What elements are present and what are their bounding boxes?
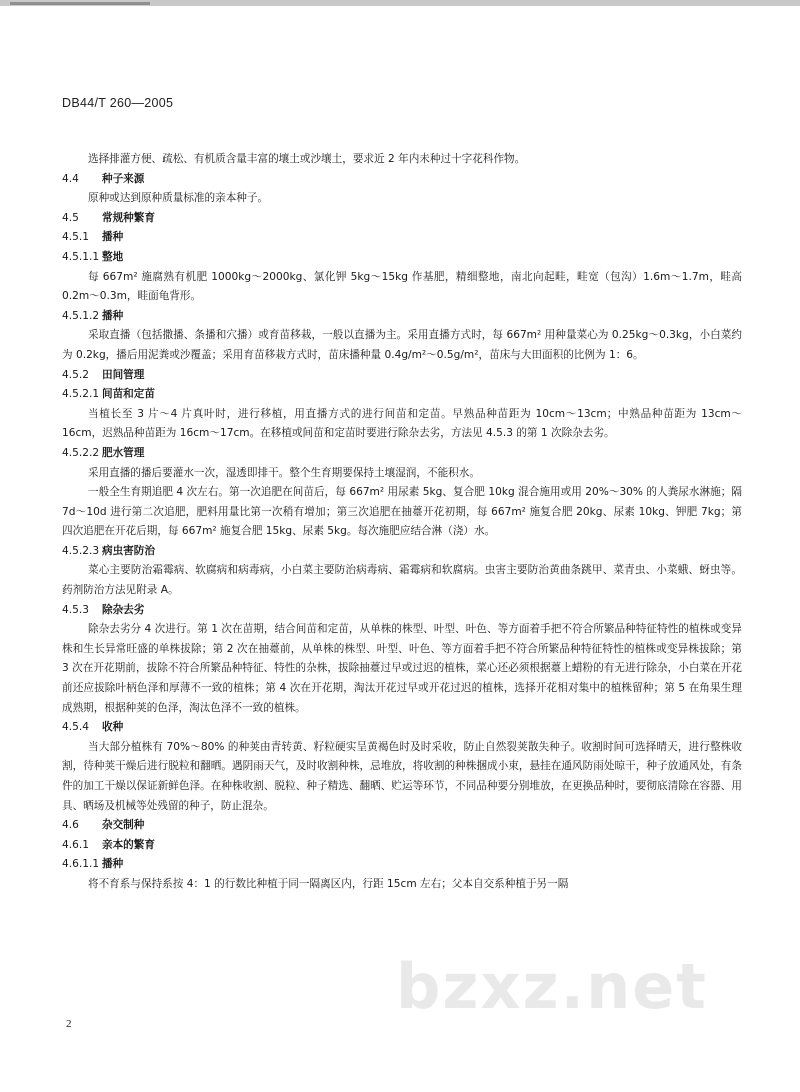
section-title: 田间管理: [102, 368, 145, 381]
section-number: 4.6.1: [62, 838, 89, 851]
section-heading: [62, 855, 742, 875]
document-body: [62, 150, 742, 895]
section-heading: [62, 307, 742, 327]
section-title: 收种: [102, 721, 124, 734]
paragraph: 除杂去劣分 4 次进行。第 1 次在苗期，结合间苗和定苗，从单株的株型、叶型、叶色、等方面着手把不符合所繁品种特征特性的植株或变异株和生长异常旺盛的单株拔除；第 2 次在抽薹前，从单株的株型、叶型、叶色、等方面着手把不符合所繁品种特征特性的植株或变异株拔除；第 3 次在开花期前，拔除不符合所繁品种特征、特性的杂株，拔除抽薹过早或过迟的植株，菜心还必须根据薹上蜡粉的有无进行除杂，小白菜在开花前还应拔除叶柄色泽和厚薄不一致的植株；第 4 次在开花期，淘汰开花过早或开花过迟的植株，选择开花相对集中的植株留种；第 5 在角果生理成熟期，根据种荚的色泽，淘汰色泽不一致的植株。: [62, 623, 742, 714]
section-number: 4.5.2.2: [62, 446, 100, 459]
scan-top-smudge: [10, 2, 150, 5]
section-title: 播种: [102, 858, 124, 871]
section-number: 4.5.4: [62, 721, 89, 734]
page-number: 2: [66, 1018, 72, 1030]
section-title: 整地: [102, 250, 124, 263]
section-title: 亲本的繁育: [102, 838, 155, 851]
section-heading: [62, 444, 742, 464]
paragraph: 采取直播（包括撒播、条播和穴播）或育苗移栽，一般以直播为主。采用直播方式时，每 667m² 用种量菜心为 0.25kg～0.3kg，小白菜约为 0.2kg，播后用泥粪或沙覆盖；采用育苗移栽方式时，苗床播种量 0.4g/m²～0.5g/m²，苗床与大田面积的比例为 1：6。: [62, 329, 742, 361]
paragraph: 一般全生育期追肥 4 次左右。第一次追肥在间苗后，每 667m² 用尿素 5kg、复合肥 10kg 混合施用或用 20%～30% 的人粪尿水淋施；隔 7d～10d 进行第二次追肥，肥料用量比第一次稍有增加；第三次追肥在抽薹开花初期，每 667m² 施复合肥 20kg、尿素 10kg、钾肥 7kg；第四次追肥在开花后期，每 667m² 施复合肥 15kg、尿素 5kg。每次施肥应结合淋（浇）水。: [62, 486, 742, 538]
paragraph: 当植长至 3 片～4 片真叶时，进行移植，用直播方式的进行间苗和定苗。早熟品种苗距为 10cm～13cm；中熟品种苗距为 13cm～16cm，迟熟品种苗距为 16cm～17cm。在移植或间苗和定苗时要进行除杂去劣，方法见 4.5.3 的第 1 次除杂去劣。: [62, 407, 742, 440]
section-heading: [62, 248, 742, 268]
section-number: 4.6.1.1: [62, 858, 100, 871]
section-number: 4.5.2.3: [62, 544, 100, 557]
section-title: 种子来源: [102, 172, 145, 185]
section-number: 4.5.3: [62, 603, 89, 616]
paragraph: 将不育系与保持系按 4：1 的行数比种植于同一隔离区内，行距 15cm 左右；父本自交系种植于另一隔: [88, 877, 569, 890]
section-number: 4.5: [62, 211, 79, 224]
section-title: 常规种繁育: [102, 211, 155, 224]
section-heading: [62, 228, 742, 248]
paragraph: 菜心主要防治霜霉病、软腐病和病毒病，小白菜主要防治病毒病、霜霉病和软腐病。虫害主要防治黄曲条跳甲、菜青虫、小菜蛾、蚜虫等。药剂防治方法见附录 A。: [62, 564, 742, 597]
section-title: 间苗和定苗: [102, 388, 155, 401]
section-heading: [62, 209, 742, 229]
paragraph: 原种或达到原种质量标准的亲本种子。: [88, 192, 269, 205]
section-number: 4.5.2: [62, 368, 89, 381]
document-id: DB44/T 260—2005: [62, 96, 174, 110]
paragraph: 采用直播的播后要灌水一次，湿透即排干。整个生育期要保持土壤湿润，不能积水。: [88, 466, 480, 479]
watermark: bzxz.net: [396, 950, 708, 1023]
section-number: 4.6: [62, 819, 79, 832]
section-heading: [62, 601, 742, 621]
section-heading: [62, 718, 742, 738]
section-heading: [62, 385, 742, 405]
section-title: 播种: [102, 231, 124, 244]
section-title: 播种: [102, 309, 124, 322]
section-heading: [62, 816, 742, 836]
section-number: 4.5.1.1: [62, 250, 100, 263]
section-title: 杂交制种: [102, 819, 145, 832]
section-heading: [62, 170, 742, 190]
section-number: 4.5.2.1: [62, 388, 100, 401]
paragraph: 当大部分植株有 70%～80% 的种荚由青转黄、籽粒硬实呈黄褐色时及时采收，防止自然裂荚散失种子。收割时间可选择晴天，进行整株收割，待种荚干燥后进行脱粒和翻晒。遇阴雨天气，及时收割种株，忌堆放，将收割的种株捆成小束，悬挂在通风防雨处晾干，种子放通风处，有条件的加工干燥以保证新鲜色泽。在种株收割、脱粒、种子精选、翻晒、贮运等环节，不同品种要分别堆放，在更换品种时，要彻底清除在容器、用具、晒场及机械等处残留的种子，防止混杂。: [62, 740, 742, 812]
section-number: 4.5.1.2: [62, 309, 100, 322]
section-title: 病虫害防治: [102, 544, 155, 557]
section-title: 除杂去劣: [102, 603, 145, 616]
section-heading: [62, 836, 742, 856]
section-number: 4.4: [62, 172, 79, 185]
paragraph: 选择排灌方便、疏松、有机质含量丰富的壤土或沙壤土，要求近 2 年内未种过十字花科作物。: [88, 153, 526, 165]
section-heading: [62, 366, 742, 386]
section-number: 4.5.1: [62, 231, 89, 244]
section-title: 肥水管理: [102, 446, 145, 459]
section-heading: [62, 542, 742, 562]
paragraph: 每 667m² 施腐熟有机肥 1000kg～2000kg、氯化钾 5kg～15kg 作基肥，精细整地，南北向起畦，畦宽（包沟）1.6m～1.7m，畦高 0.2m～0.3m，畦面龟背形。: [62, 270, 742, 303]
